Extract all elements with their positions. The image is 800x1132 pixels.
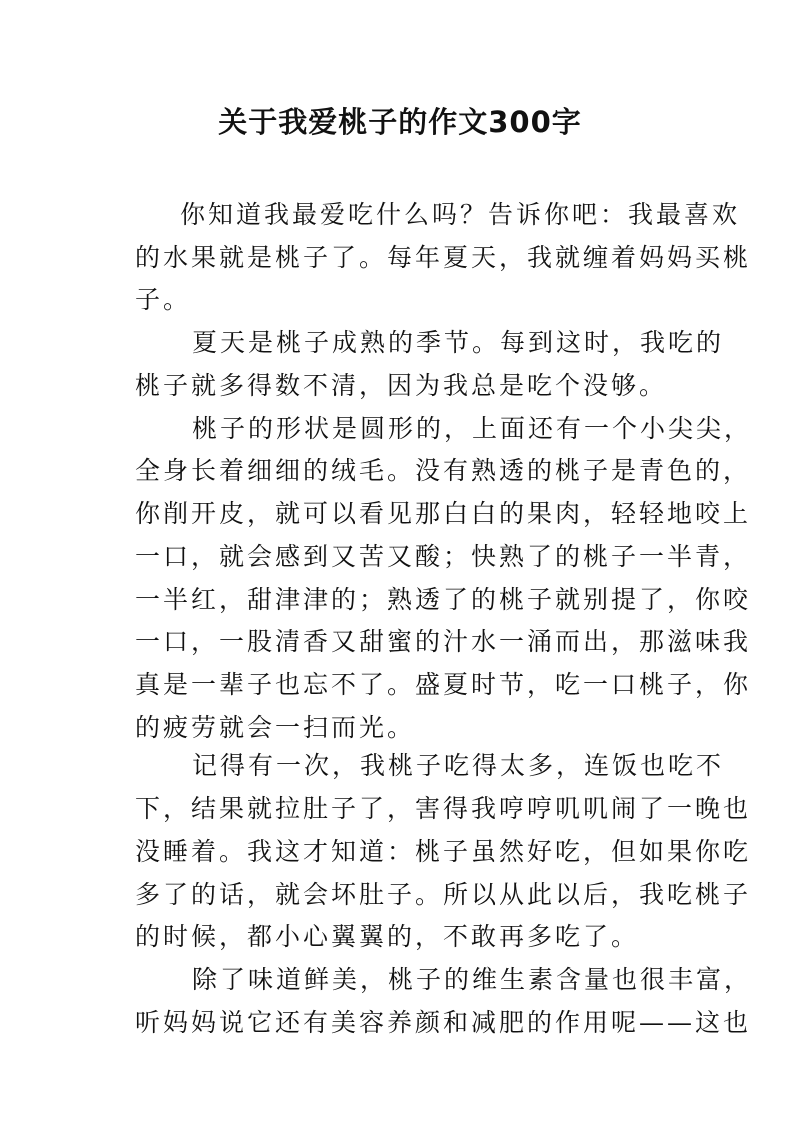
text-line: 你知道我最爱吃什么吗？告诉你吧：我最喜欢 [180, 200, 741, 229]
document-title: 关于我爱桃子的作文300字 [218, 105, 582, 139]
text-line: 听妈妈说它还有美容养颜和减肥的作用呢——这也 [135, 1008, 752, 1037]
text-line: 夏天是桃子成熟的季节。每到这时，我吃的 [192, 328, 725, 357]
text-line: 你削开皮，就可以看见那白白的果肉，轻轻地咬上 [135, 499, 752, 528]
text-line: 桃子就多得数不清，因为我总是吃个没够。 [135, 371, 668, 400]
text-line: 除了味道鲜美，桃子的维生素含量也很丰富， [192, 965, 753, 994]
text-line: 的疲劳就会一扫而光。 [135, 713, 416, 742]
text-line: 一半红，甜津津的；熟透了的桃子就别提了，你咬 [135, 585, 752, 614]
text-line: 桃子的形状是圆形的，上面还有一个小尖尖， [192, 414, 753, 443]
text-line: 的时候，都小心翼翼的，不敢再多吃了。 [135, 922, 640, 951]
text-line: 的水果就是桃子了。每年夏天，我就缠着妈妈买桃 [135, 243, 752, 272]
text-line: 记得有一次，我桃子吃得太多，连饭也吃不 [192, 751, 725, 780]
text-line: 全身长着细细的绒毛。没有熟透的桃子是青色的， [135, 456, 752, 485]
text-line: 多了的话，就会坏肚子。所以从此以后，我吃桃子 [135, 880, 752, 909]
text-line: 子。 [135, 285, 192, 314]
text-line: 真是一辈子也忘不了。盛夏时节，吃一口桃子，你 [135, 670, 752, 699]
text-line: 没睡着。我这才知道：桃子虽然好吃，但如果你吃 [135, 837, 752, 866]
text-line: 一口，就会感到又苦又酸；快熟了的桃子一半青， [135, 542, 752, 571]
text-line: 一口，一股清香又甜蜜的汁水一涌而出，那滋味我 [135, 627, 752, 656]
text-line: 下，结果就拉肚子了，害得我哼哼叽叽闹了一晚也 [135, 794, 752, 823]
